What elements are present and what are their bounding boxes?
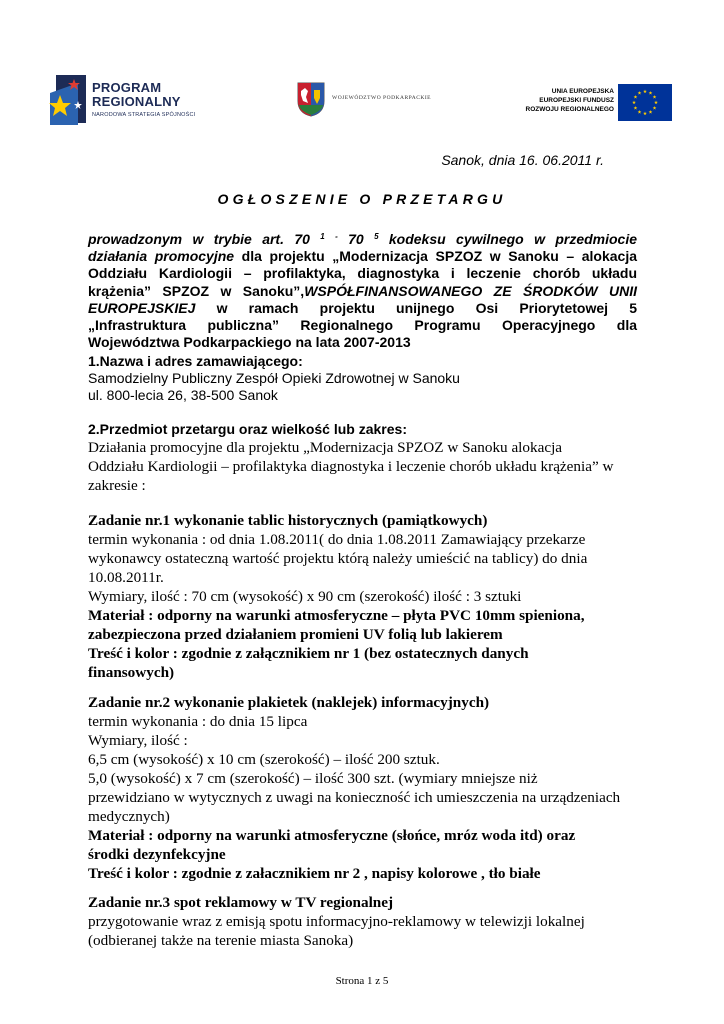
intro-line1-a: prowadzonym w trybie art. 70: [88, 231, 310, 247]
task-2-line6: medycznych): [88, 808, 170, 825]
coat-of-arms-icon: [296, 81, 326, 117]
intro-line6: „Infrastruktura publiczna” Regionalnego Programu Operacyjnego dla: [88, 317, 637, 334]
task-1-heading: Zadanie nr.1 wykonanie tablic historycznych (pamiątkowych): [88, 512, 488, 529]
eu-logo: [520, 84, 672, 122]
page-title: OGŁOSZENIE O PRZETARGU: [217, 191, 507, 207]
eu-logo-line2: EUROPEJSKI FUNDUSZ: [539, 97, 614, 104]
program-regionalny-logo: [48, 73, 208, 125]
task-1: [88, 511, 648, 682]
task-1-line2: wykonawcy ostateczną wartość projektu którą należy umieścić na tablicy) do dnia: [88, 550, 588, 567]
intro-line5-a: EUROPEJSKIEJ: [88, 299, 196, 316]
eu-flag-icon: [618, 84, 672, 121]
task-2: [88, 693, 648, 883]
task-2-line3: 6,5 cm (wysokość) x 10 cm (szerokość) – ilość 200 sztuk.: [88, 751, 440, 768]
intro-line4-a: krążenia” SPZOZ w Sanoku”,: [88, 282, 305, 299]
task-1-line1: termin wykonania : od dnia 1.08.2011( do dnia 1.08.2011 Zamawiający przekarze: [88, 531, 586, 548]
section-2-subject: [88, 421, 648, 495]
intro-sup1: 1: [320, 232, 325, 241]
task-2-line8: środki dezynfekcyjne: [88, 846, 226, 863]
document-date: Sanok, dnia 16. 06.2011 r.: [441, 152, 604, 168]
intro-line2-b: dla projektu „Modernizacja SPZOZ w Sanoku – alokacja: [234, 248, 637, 265]
section-1-heading: 1.Nazwa i adres zamawiającego:: [88, 353, 303, 369]
section-1-line2: ul. 800-lecia 26, 38-500 Sanok: [88, 387, 278, 403]
intro-sup2: 5: [374, 232, 379, 241]
task-1-line4: Wymiary, ilość : 70 cm (wysokość) x 90 cm (szerokość) ilość : 3 sztuki: [88, 588, 522, 605]
intro-line3: Oddziału Kardiologii – profilaktyka, diagnostyka i leczenie chorób układu: [88, 265, 637, 282]
intro-line2-a: działania promocyjne: [88, 248, 235, 265]
task-2-line4: 5,0 (wysokość) x 7 cm (szerokość) – ilość 300 szt. (wymiary mniejsze niż: [88, 770, 538, 787]
section-2-line3: zakresie :: [88, 477, 146, 494]
task-2-line7: Materiał : odporny na warunki atmosferyczne (słońce, mróz woda itd) oraz: [88, 827, 576, 844]
eu-logo-line3: ROZWOJU REGIONALNEGO: [525, 106, 614, 113]
task-2-line1: termin wykonania : do dnia 15 lipca: [88, 713, 308, 730]
page-number: Strona 1 z 5: [335, 975, 389, 987]
task-3-heading: Zadanie nr.3 spot reklamowy w TV regionalnej: [88, 894, 394, 911]
section-2-heading: 2.Przedmiot przetargu oraz wielkość lub zakres:: [88, 421, 407, 437]
task-3-line2: (odbieranej także na terenie miasta Sanoka): [88, 932, 354, 949]
intro-line5-b: w ramach projektu unijnego Osi Priorytetowej 5: [195, 299, 637, 316]
section-1-contracting-party: [88, 353, 648, 404]
task-3-line1: przygotowanie wraz z emisją spotu informacyjno-reklamowy w telewizji lokalnej: [88, 913, 585, 930]
intro-line1-c: 70: [348, 231, 364, 247]
task-1-line3: 10.08.2011r.: [88, 569, 164, 586]
intro-line7: Województwa Podkarpackiego na lata 2007-2013: [88, 334, 411, 351]
voivodeship-logo-text: WOJEWÓDZTWO PODKARPACKIE: [332, 95, 432, 101]
task-3: [88, 893, 648, 950]
eu-logo-text: [526, 87, 614, 114]
task-1-line7: Treść i kolor : zgodnie z załącznikiem nr 1 (bez ostatecznych danych: [88, 645, 529, 662]
eu-logo-line1: UNIA EUROPEJSKA: [551, 88, 614, 95]
section-1-line1: Samodzielny Publiczny Zespół Opieki Zdrowotnej w Sanoku: [88, 370, 460, 386]
task-2-line2: Wymiary, ilość :: [88, 732, 188, 749]
task-2-heading: Zadanie nr.2 wykonanie plakietek (naklejek) informacyjnych): [88, 694, 490, 711]
intro-sup-dash: -: [335, 232, 338, 241]
task-2-line9: Treść i kolor : zgodnie z załacznikiem nr 2 , napisy kolorowe , tło białe: [88, 865, 541, 882]
task-1-line6: zabezpieczona przed działaniem promieni UV folią lub lakierem: [88, 626, 503, 643]
intro-line4-b: WSPÓŁFINANSOWANEGO ZE ŚRODKÓW UNII: [304, 282, 637, 299]
program-logo-line2: REGIONALNY: [92, 94, 181, 109]
intro-paragraph: [88, 231, 637, 351]
voivodeship-logo: [296, 81, 446, 117]
section-2-line2: Oddziału Kardiologii – profilaktyka diagnostyka i leczenie chorób układu krążenia” w: [88, 458, 614, 475]
task-1-line5: Materiał : odporny na warunki atmosferyczne – płyta PVC 10mm spieniona,: [88, 607, 585, 624]
intro-line1-d: kodeksu cywilnego w przedmiocie: [388, 231, 638, 247]
program-regionalny-star-icon: [48, 73, 88, 125]
task-2-line5: przewidziano w wytycznych z uwagi na konieczność ich umieszczenia na urządzeniach: [88, 789, 621, 806]
section-2-line1: Działania promocyjne dla projektu „Modernizacja SPZOZ w Sanoku alokacja: [88, 439, 563, 456]
program-logo-line3: NARODOWA STRATEGIA SPÓJNOŚCI: [92, 112, 196, 118]
program-logo-line1: PROGRAM: [92, 80, 162, 95]
task-1-line8: finansowych): [88, 664, 175, 681]
